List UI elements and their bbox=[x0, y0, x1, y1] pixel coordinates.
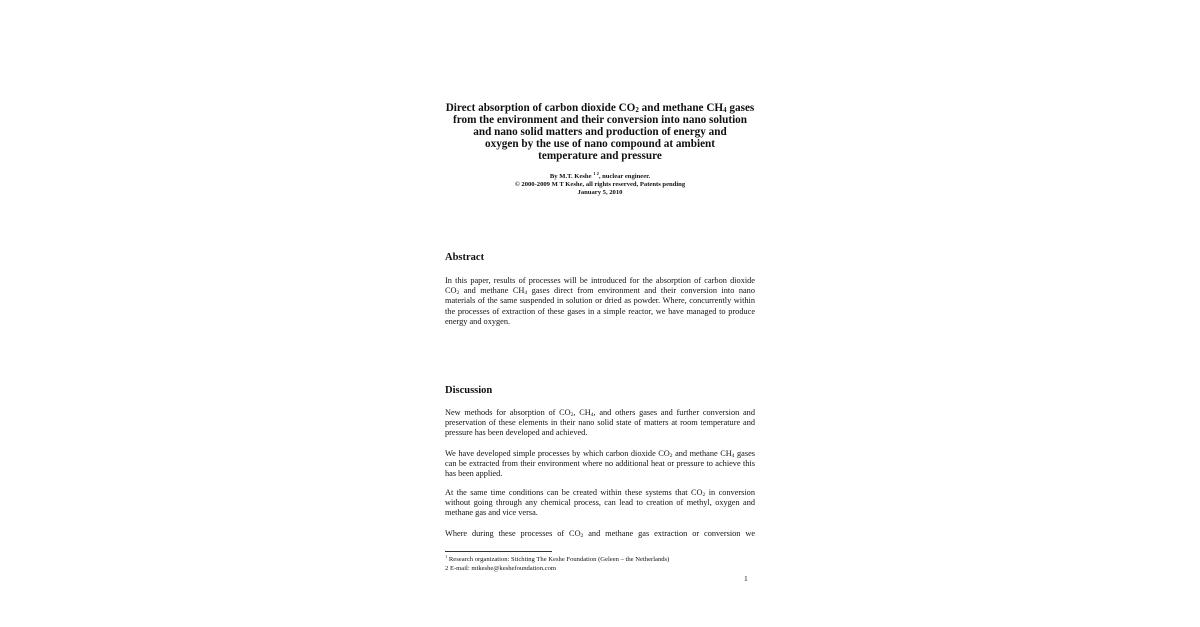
author-line: By M.T. Keshe $^{1 2}$, nuclear engineer. bbox=[549, 171, 651, 180]
discussion-paragraph-4: Where during these processes of $CO_2$ and methane gas extraction or conversion we bbox=[445, 529, 756, 539]
discussion-heading: Discussion bbox=[445, 385, 493, 396]
page-number: 1 bbox=[744, 574, 748, 583]
footnote-1: $^1$ Research organization: Stichting The Keshe Foundation (Geleen – the Netherlands) bbox=[445, 554, 670, 563]
footnote-divider bbox=[445, 551, 552, 552]
date-line: January 5, 2010 bbox=[577, 189, 623, 196]
copyright-line: © 2000-2009 M T Keshe, all rights reserved, Patents pending bbox=[514, 181, 686, 188]
discussion-paragraph-2: We have developed simple processes by which carbon dioxide $CO_2$ and methane $CH_4$ gases can be extracted from their environment where no additional heat or pressure to achieve this has been applied. bbox=[445, 449, 755, 479]
footnote-2: 2 E-mail: mtkeshe@keshefoundation.com bbox=[445, 565, 556, 572]
title-line-5: temperature and pressure bbox=[538, 150, 662, 162]
discussion-paragraph-3: At the same time conditions can be created within these systems that $CO_2$ in conversion without going through any chemical process, can lead to creation of methyl, oxygen and methane gas and vice versa. bbox=[445, 488, 755, 518]
title-line-4: oxygen by the use of nano compound at ambient bbox=[485, 138, 715, 150]
document-page bbox=[445, 0, 755, 627]
discussion-paragraph-1: New methods for absorption of $CO_2$, $CH_4$, and others gases and further conversion and preservation of these elements in their nano solid state of matters at room temperature and pressure has been developed and achieved. bbox=[445, 408, 755, 438]
title-line-3: and nano solid matters and production of energy and bbox=[473, 126, 727, 138]
title-line-1: Direct absorption of carbon dioxide $CO_2$ and methane $CH_4$ gases bbox=[445, 102, 755, 114]
abstract-heading: Abstract bbox=[445, 252, 485, 263]
footnotes bbox=[445, 555, 755, 573]
byline bbox=[445, 173, 755, 197]
title-line-2: from the environment and their conversion into nano solution bbox=[452, 114, 747, 126]
paper-title bbox=[445, 102, 755, 162]
abstract-paragraph: In this paper, results of processes will be introduced for the absorption of carbon dioxide $CO_2$ and methane $CH_4$ gases direct from environment and their conversion into nano materials of the same suspended in solution or dried as powder. Where, concurrently within the processes of extraction of these gases in a simple reactor, we have managed to produce energy and oxygen. bbox=[445, 276, 755, 326]
